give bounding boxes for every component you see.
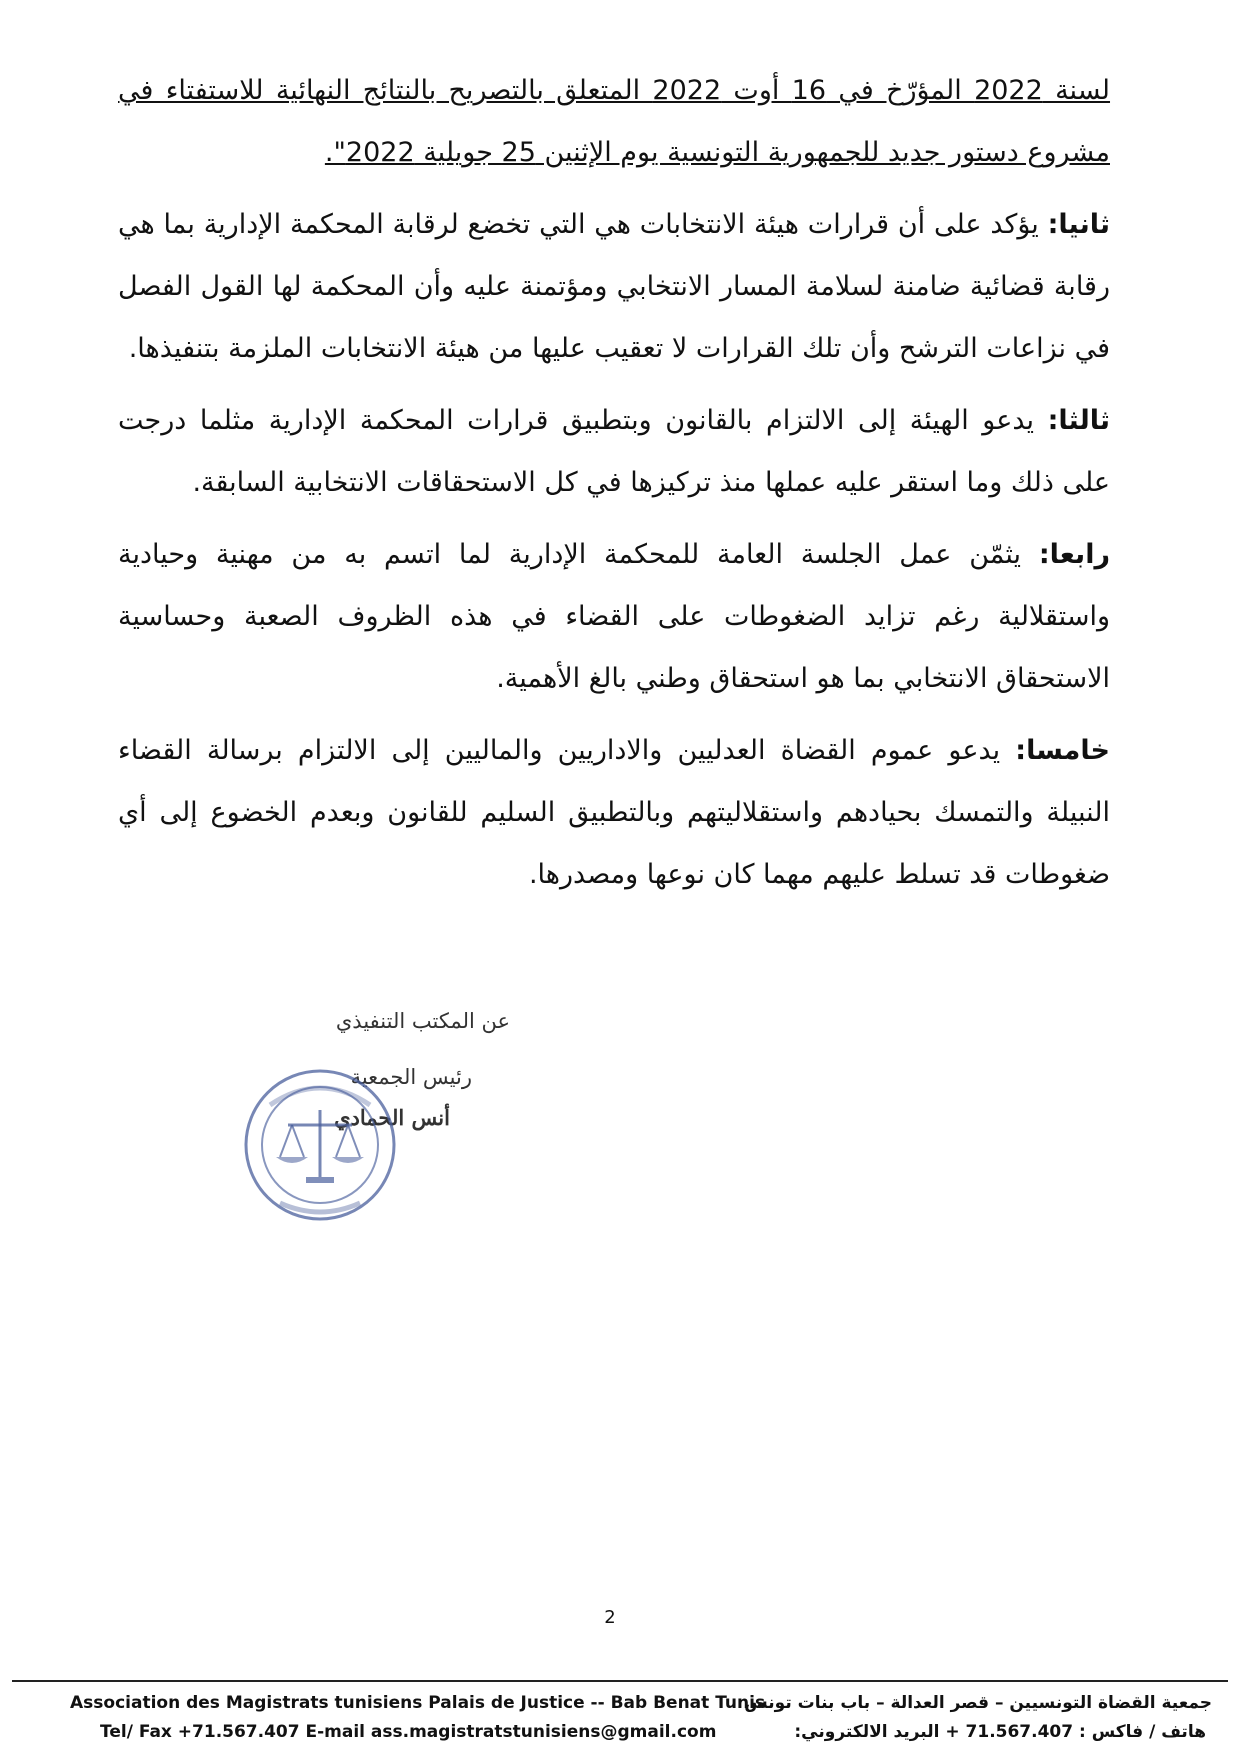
paragraph-text: يثمّن عمل الجلسة العامة للمحكمة الإدارية لما اتسم به من مهنية وحيادية واستقلالية رغم تزايد الضغوطات على القضاء في هذه الظروف الصعبة وحساسية الاستحقاق الانتخابي بما هو استحقاق وطني بالغ الأهمية. (118, 539, 1110, 694)
paragraph-khamisan (118, 720, 1110, 906)
signature-office: عن المكتب التنفيذي (335, 1009, 510, 1033)
paragraph-thalithan (118, 390, 1110, 514)
paragraph-thaniyan (118, 194, 1110, 380)
footer-address-latin: Association des Magistrats tunisiens Palais de Justice -- Bab Benat Tunis (70, 1693, 766, 1713)
official-stamp-icon (240, 1065, 400, 1225)
page-number: 2 (604, 1607, 616, 1628)
signature-role: رئيس الجمعية (350, 1065, 472, 1089)
paragraph-text: يؤكد على أن قرارات هيئة الانتخابات هي التي تخضع لرقابة المحكمة الإدارية بما هي رقابة قضائية ضامنة لسلامة المسار الانتخابي ومؤتمنة عليه وأن المحكمة لها القول الفصل في نزاعات الترشح وأن تلك القرارات لا تعقيب عليها من هيئة الانتخابات الملزمة بتنفيذها. (118, 209, 1110, 364)
signature-name: أنس الحمادي (334, 1105, 450, 1130)
footer-contact-latin: Tel/ Fax +71.567.407 E-mail ass.magistratstunisiens@gmail.com (100, 1722, 717, 1742)
footer-contact-arabic: هاتف / فاكس : 71.567.407 + البريد الالكتروني: (794, 1722, 1206, 1742)
paragraph-lead: رابعا: (1038, 539, 1110, 570)
paragraph-rabian (118, 524, 1110, 710)
paragraph-text: يدعو عموم القضاة العدليين والاداريين والماليين إلى الالتزام برسالة القضاء النبيلة والتمسك بحيادهم واستقلاليتهم وبالتطبيق السليم للقانون وبعدم الخضوع إلى أي ضغوطات قد تسلط عليهم مهما كان نوعها ومصدرها. (118, 735, 1110, 890)
paragraph-text: يدعو الهيئة إلى الالتزام بالقانون وبتطبيق قرارات المحكمة الإدارية مثلما درجت على ذلك وما استقر عليه عملها منذ تركيزها في كل الاستحقاقات الانتخابية السابقة. (118, 405, 1110, 498)
signature-block (180, 995, 510, 1235)
intro-paragraph: لسنة 2022 المؤرّخ في 16 أوت 2022 المتعلق بالتصريح بالنتائج النهائية للاستفتاء في مشروع دستور جديد للجمهورية التونسية يوم الإثنين 25 جويلية 2022". (118, 75, 1111, 168)
document-body (118, 60, 1110, 916)
paragraph-lead: ثانيا: (1047, 209, 1110, 240)
paragraph-lead: خامسا: (1015, 735, 1110, 766)
footer-address-arabic: جمعية القضاة التونسيين – قصر العدالة – باب بنات تونس (744, 1693, 1212, 1713)
paragraph-lead: ثالثا: (1047, 405, 1110, 436)
footer-divider (12, 1680, 1228, 1682)
